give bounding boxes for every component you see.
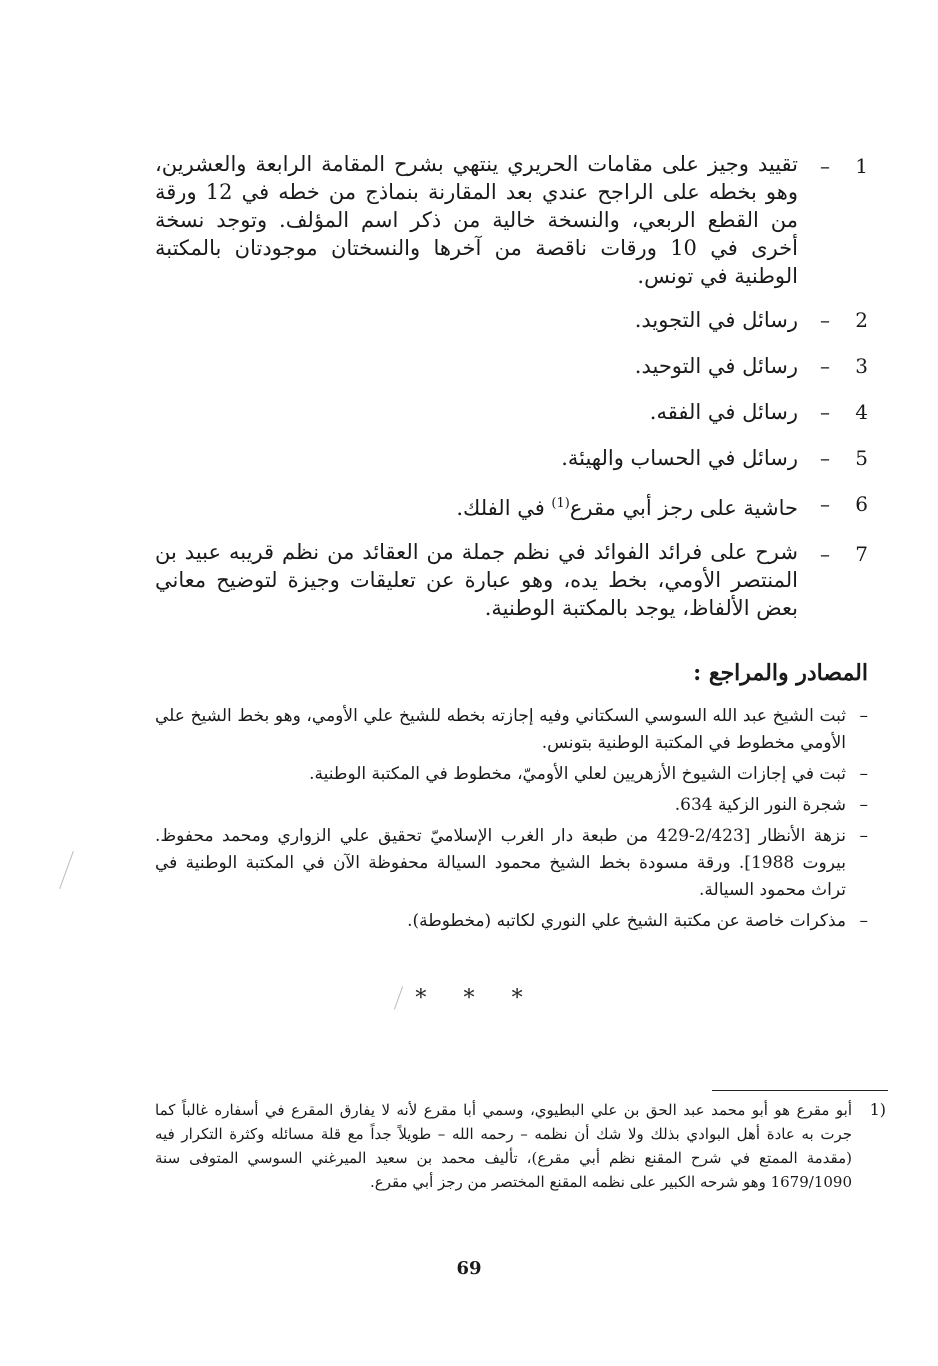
list-item	[155, 761, 868, 788]
list-item	[155, 703, 868, 757]
sources-heading: المصادر والمراجع :	[693, 660, 868, 686]
bullet-dash: –	[859, 911, 868, 931]
list-item	[155, 442, 868, 474]
footnote	[155, 1098, 886, 1194]
works-list	[155, 150, 868, 636]
item-text: رسائل في التوحيد.	[634, 354, 798, 378]
scan-speck	[59, 851, 74, 889]
bullet-dash: –	[859, 706, 868, 726]
item-number: 2 –	[820, 308, 868, 332]
asterisk-icon: *	[463, 986, 475, 1011]
footnote-text: أبو مقرع هو أبو محمد عبد الحق بن علي البطيوي، وسمي أبا مقرع لأنه لا يفارق المقرع في أسفاره غالباً كما جرت به عادة أهل البوادي بذلك ولا شك أن نظمه – رحمه الله – طويلاً جداً مع قلة مسائله وكثرة التكرار فيه (مقدمة الممتع في شرح المقنع نظم أبي مقرع)، تأليف محمد بن سعيد الميرغني السوسي المتوفى سنة 1679/1090 وهو شرحه الكبير على نظمه المقنع المختصر من رجز أبي مقرع.	[155, 1101, 852, 1191]
item-number: 7 –	[820, 542, 868, 566]
item-text	[155, 488, 798, 524]
sources-list	[155, 703, 868, 939]
item-number: 6 –	[820, 492, 868, 516]
list-item	[155, 304, 868, 336]
item-number: 1 –	[820, 154, 868, 178]
list-item	[155, 538, 868, 622]
item-number: 4 –	[820, 400, 868, 424]
section-separator	[0, 986, 938, 1011]
source-text: ثبت في إجازات الشيوخ الأزهريين لعلي الأوميّ، مخطوط في المكتبة الوطنية.	[309, 764, 846, 784]
asterisk-icon: *	[511, 986, 523, 1011]
list-item	[155, 396, 868, 428]
bullet-dash: –	[859, 764, 868, 784]
page-number: 69	[456, 1258, 482, 1279]
item-text: رسائل في الفقه.	[649, 400, 798, 424]
item-text-end: في الفلك.	[456, 496, 552, 520]
item-text: تقييد وجيز على مقامات الحريري ينتهي بشرح المقامة الرابعة والعشرين، وهو بخطه على الراجح عندي بعد المقارنة بنماذج من خطه في 12 ورقة من القطع الربعي، والنسخة خالية من ذكر اسم المؤلف. وتوجد نسخة أخرى في 10 ورقات ناقصة من آخرها والنسختان موجودتان بالمكتبة الوطنية في تونس.	[155, 152, 798, 288]
source-text: مذكرات خاصة عن مكتبة الشيخ علي النوري لكاتبه (مخطوطة).	[407, 911, 846, 931]
item-text: رسائل في التجويد.	[634, 308, 798, 332]
item-text-start: حاشية على رجز أبي مقرع	[569, 496, 798, 520]
bullet-dash: –	[859, 826, 868, 846]
bullet-dash: –	[859, 795, 868, 815]
asterisk-icon: *	[415, 986, 427, 1011]
list-item	[155, 792, 868, 819]
list-item	[155, 823, 868, 904]
source-text: نزهة الأنظار [2/423-429 من طبعة دار الغرب الإسلاميّ تحقيق علي الزواري ومحمد محفوظ. بيروت 1988]. ورقة مسودة بخط الشيخ محمود السيالة محفوظة الآن في المكتبة الوطنية في تراث محمود السيالة.	[155, 826, 847, 900]
footnote-reference: (1)	[551, 496, 570, 511]
source-text: شجرة النور الزكية 634.	[674, 795, 846, 815]
item-number: 3 –	[820, 354, 868, 378]
list-item	[155, 150, 868, 290]
list-item	[155, 350, 868, 382]
item-text: شرح على فرائد الفوائد في نظم جملة من العقائد من نظم قريبه عبيد بن المنتصر الأومي، بخط يده، وهو عبارة عن تعليقات وجيزة لتوضيح معاني بعض الألفاظ، يوجد بالمكتبة الوطنية.	[155, 540, 798, 620]
item-number: 5 –	[820, 446, 868, 470]
list-item	[155, 488, 868, 524]
source-text: ثبت الشيخ عبد الله السوسي السكتاني وفيه إجازته بخطه للشيخ علي الأومي، وهو بخط الشيخ علي الأومي مخطوط في المكتبة الوطنية بتونس.	[155, 706, 846, 753]
footnote-marker: (1	[869, 1100, 886, 1119]
item-text: رسائل في الحساب والهيئة.	[561, 446, 798, 470]
list-item	[155, 908, 868, 935]
footnote-divider	[712, 1090, 888, 1091]
